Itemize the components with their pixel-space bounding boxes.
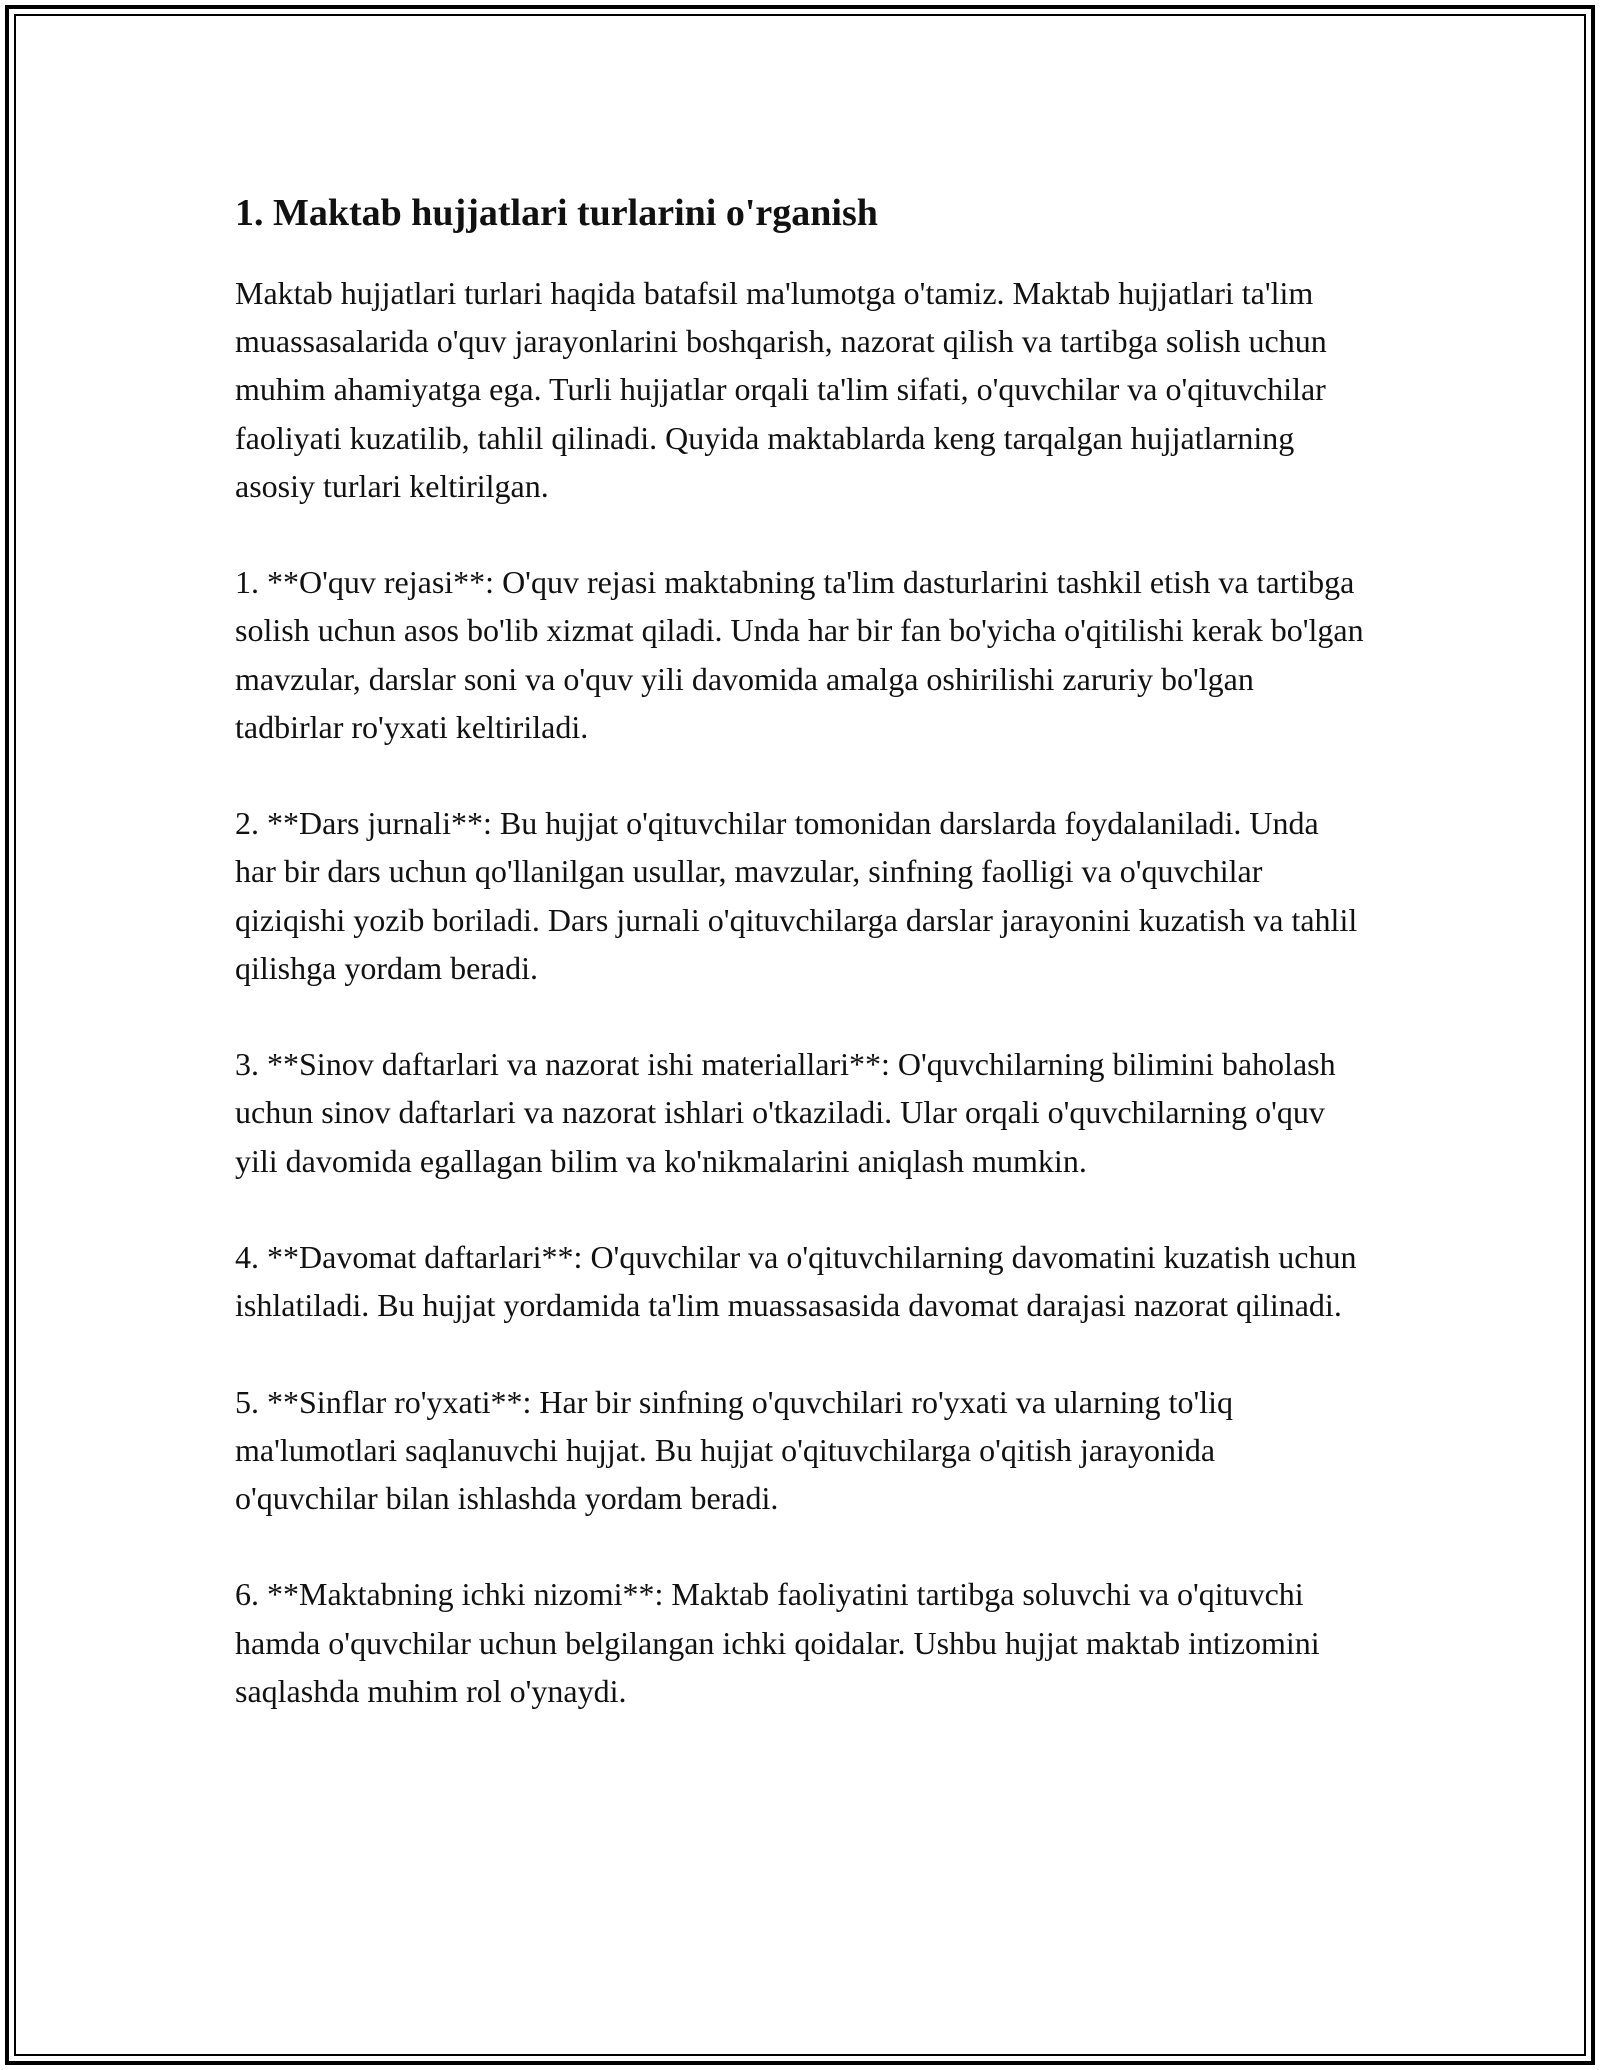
list-item-dars-jurnali: 2. **Dars jurnali**: Bu hujjat o'qituvchilar tomonidan darslarda foydalaniladi. Unda har bir dars uchun qo'llanilgan usullar, mavzular, sinfning faolligi va o'quvchilar qiziqishi yozib boriladi. Dars jurnali o'qituvchilarga darslar jarayonini kuzatish va tahlil qilishga yordam beradi.: [235, 805, 1358, 986]
list-item-davomat-daftarlari: 4. **Davomat daftarlari**: O'quvchilar va o'qituvchilarning davomatini kuzatish uchun ishlatiladi. Bu hujjat yordamida ta'lim muassasasida davomat darajasi nazorat qilinadi.: [235, 1239, 1357, 1324]
list-item-sinov-daftarlari: 3. **Sinov daftarlari va nazorat ishi materiallari**: O'quvchilarning bilimini baholash uchun sinov daftarlari va nazorat ishlari o'tkaziladi. Ular orqali o'quvchilarning o'quv yili davomida egallagan bilim va ko'nikmalarini aniqlash mumkin.: [235, 1046, 1336, 1179]
intro-paragraph: Maktab hujjatlari turlari haqida batafsil ma'lumotga o'tamiz. Maktab hujjatlari ta'lim muassasalarida o'quv jarayonlarini boshqarish, nazorat qilish va tartibga solish uchun muhim ahamiyatga ega. Turli hujjatlar orqali ta'lim sifati, o'quvchilar va o'qituvchilar faoliyati kuzatilib, tahlil qilinadi. Quyida maktablarda keng tarqalgan hujjatlarning asosiy turlari keltirilgan.: [235, 275, 1327, 504]
list-item-sinflar-royxati: 5. **Sinflar ro'yxati**: Har bir sinfning o'quvchilari ro'yxati va ularning to'liq ma'lumotlari saqlanuvchi hujjat. Bu hujjat o'qituvchilarga o'qitish jarayonida o'quvchilar bilan ishlashda yordam beradi.: [235, 1383, 1233, 1516]
document-body: [235, 185, 1365, 1763]
list-item-ichki-nizom: 6. **Maktabning ichki nizomi**: Maktab faoliyatini tartibga soluvchi va o'qituvchi hamda o'quvchilar uchun belgilangan ichki qoidalar. Ushbu hujjat maktab intizomini saqlashda muhim rol o'ynaydi.: [235, 1576, 1320, 1709]
document-title: 1. Maktab hujjatlari turlarini o'rganish: [235, 192, 878, 234]
list-item-oquv-rejasi: 1. **O'quv rejasi**: O'quv rejasi maktabning ta'lim dasturlarini tashkil etish va tartibga solish uchun asos bo'lib xizmat qiladi. Unda har bir fan bo'yicha o'qitilishi kerak bo'lgan mavzular, darslar soni va o'quv yili davomida amalga oshirilishi zaruriy bo'lgan tadbirlar ro'yxati keltiriladi.: [235, 564, 1364, 745]
